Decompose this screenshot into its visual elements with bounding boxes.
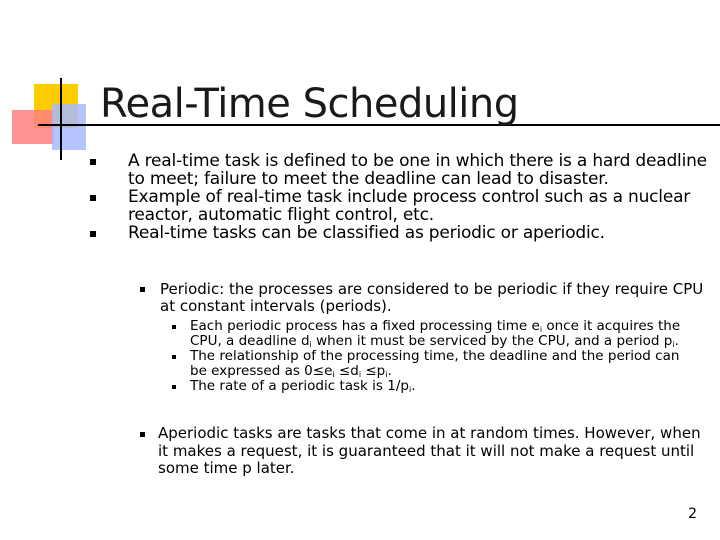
page-number: 2 — [688, 506, 697, 522]
bullet-definition: A real-time task is defined to be one in which there is a hard deadline to meet; failure to meet the deadline can lead to disaster. — [90, 152, 710, 188]
bullet-rate: The rate of a periodic task is $1/p_i$. — [172, 379, 692, 394]
slide-title: Real-Time Scheduling — [100, 81, 519, 127]
main-bullet-list — [90, 152, 710, 242]
bullet-classification: Real-time tasks can be classified as periodic or aperiodic. — [90, 224, 710, 242]
bullet-example: Example of real-time task include process control such as a nuclear reactor, automatic flight control, etc. — [90, 188, 710, 224]
bullet-aperiodic: Aperiodic tasks are tasks that come in at random times. However, when it makes a request, it is guaranteed that it will not make a request until some time p later. — [140, 425, 710, 478]
bullet-fixed-processing-time: Each periodic process has a fixed processing time $e_i$ once it acquires the CPU, a deadline $d_i$ when it must be serviced by the CPU, and a period $p_i$. — [172, 319, 692, 349]
decor-blue-square — [52, 104, 86, 150]
bullet-relationship: The relationship of the processing time, the deadline and the period can be expressed as $0\le e_i \le d_i \le p_i$. — [172, 349, 692, 379]
decor-pink-square — [12, 110, 54, 144]
periodic-list — [140, 281, 710, 315]
decor-vertical-line — [60, 78, 62, 160]
periodic-detail-list — [172, 319, 692, 394]
bullet-periodic: Periodic: the processes are considered to be periodic if they require CPU at constant intervals (periods). — [140, 281, 710, 315]
aperiodic-list — [140, 425, 710, 478]
